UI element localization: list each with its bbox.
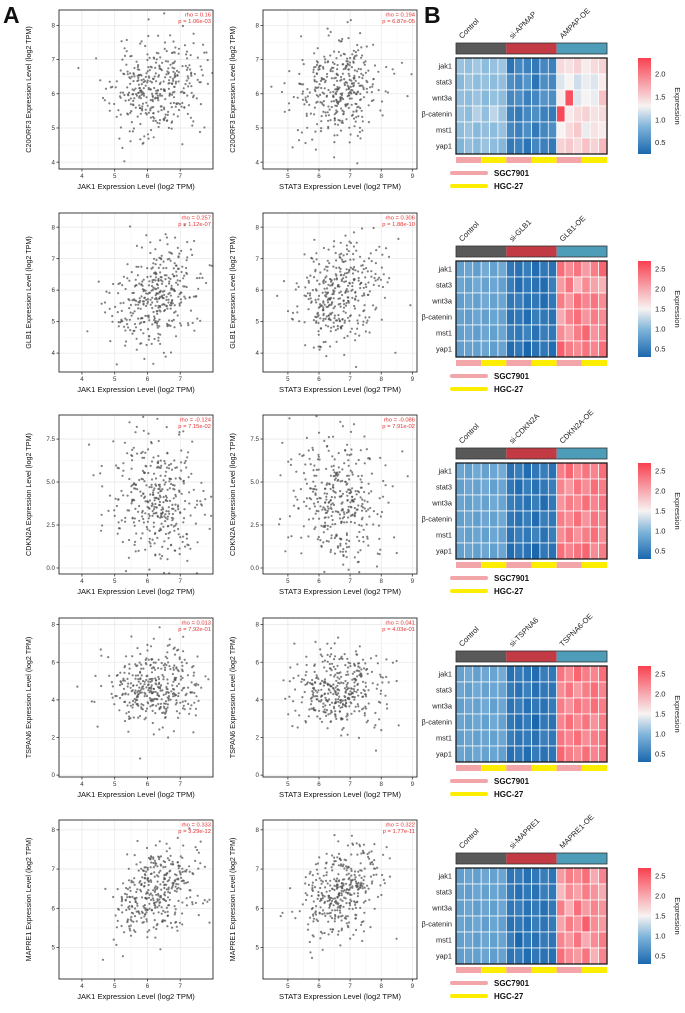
row-label-jak1: jak1 — [438, 466, 453, 476]
y-tick-label: 8 — [255, 223, 259, 231]
colorbar-tick-label: 0.5 — [654, 546, 666, 556]
x-tick-label: 9 — [410, 173, 415, 180]
x-tick-label: 9 — [410, 780, 415, 788]
scatter-C20ORF3-vs-JAK1 — [22, 0, 218, 200]
colorbar-tick-label: 1.0 — [654, 324, 666, 334]
y-tick-label: 0.0 — [250, 565, 259, 573]
x-tick-label: 9 — [410, 375, 415, 383]
y-tick-label: 0 — [51, 771, 55, 779]
row-label-β-catenin: β-catenin — [421, 717, 453, 727]
group-label-si-CDKN2A: si-CDKN2A — [507, 411, 542, 446]
row-label-mst1: mst1 — [436, 530, 453, 540]
y-tick-label: 0 — [255, 771, 259, 779]
group-label-GLB1-OE: GLB1-OE — [557, 213, 588, 244]
y-tick-label: 7 — [255, 255, 259, 263]
x-tick-label: 6 — [317, 983, 321, 991]
y-tick-label: 7 — [51, 56, 55, 64]
x-axis-label: STAT3 Expression Level (log2 TPM) — [279, 384, 401, 394]
heatmap-cells — [456, 58, 607, 154]
legend-label-SGC7901: SGC7901 — [494, 168, 530, 178]
colorbar-title: Expression — [672, 492, 682, 530]
x-axis-label: JAK1 Expression Level (log2 TPM) — [77, 992, 195, 1002]
row-label-jak1: jak1 — [438, 61, 453, 71]
x-tick-label: 7 — [348, 173, 352, 180]
cellline-annotation-bar — [456, 562, 607, 568]
row-label-β-catenin: β-catenin — [421, 919, 453, 929]
x-tick-label: 5 — [112, 983, 117, 991]
row-label-wnt3a: wnt3a — [432, 498, 453, 508]
legend-swatch-SGC7901 — [450, 779, 488, 783]
group-annotation-bar — [456, 246, 607, 257]
scatter-CDKN2A-vs-STAT3 — [226, 405, 422, 605]
x-axis-label: JAK1 Expression Level (log2 TPM) — [77, 587, 195, 597]
y-tick-label: 4 — [255, 159, 259, 167]
x-axis-label: STAT3 Expression Level (log2 TPM) — [279, 789, 401, 799]
scatter-GLB1-vs-JAK1 — [22, 203, 218, 403]
scatter-row-5 — [22, 810, 422, 1013]
y-tick-label: 2 — [255, 734, 259, 742]
colorbar — [638, 463, 651, 559]
y-tick-label: 5 — [255, 318, 259, 326]
legend-label-HGC-27: HGC-27 — [494, 789, 524, 799]
y-tick-label: 2.5 — [250, 522, 259, 530]
x-tick-label: 7 — [348, 780, 352, 788]
group-label-si-APMAP: si-APMAP — [507, 9, 539, 41]
rho-annotation: rho = 0.16 — [184, 12, 211, 19]
p-annotation: p = 7.91e-02 — [382, 424, 415, 431]
x-tick-label: 5 — [286, 983, 290, 991]
x-axis-label: JAK1 Expression Level (log2 TPM) — [77, 789, 195, 799]
y-axis-label: CDKN2A Expression Level (log2 TPM) — [228, 433, 237, 557]
y-tick-label: 7 — [51, 866, 55, 874]
y-tick-label: 5.0 — [46, 479, 55, 487]
y-tick-label: 8 — [51, 22, 55, 30]
legend-label-HGC-27: HGC-27 — [494, 587, 524, 597]
legend-swatch-HGC-27 — [450, 387, 488, 391]
y-tick-label: 8 — [255, 22, 259, 30]
colorbar-tick-label: 2.5 — [654, 669, 666, 679]
group-label-Control: Control — [457, 219, 481, 244]
colorbar-tick-label: 1.5 — [654, 304, 666, 314]
x-tick-label: 7 — [178, 983, 182, 991]
x-axis-label: STAT3 Expression Level (log2 TPM) — [279, 587, 401, 597]
y-tick-label: 7 — [51, 255, 55, 263]
y-tick-label: 5 — [51, 318, 55, 326]
x-tick-label: 8 — [379, 375, 383, 383]
x-tick-label: 7 — [348, 578, 352, 586]
x-tick-label: 4 — [80, 780, 84, 788]
legend-label-HGC-27: HGC-27 — [494, 384, 524, 394]
rho-annotation: rho = 0.194 — [385, 12, 415, 19]
x-tick-label: 7 — [348, 375, 352, 383]
x-tick-label: 5 — [112, 173, 117, 180]
legend-label-HGC-27: HGC-27 — [494, 181, 524, 191]
group-label-TSPNA6-OE: TSPNA6-OE — [557, 611, 595, 649]
scatter-TSPAN6-vs-JAK1 — [22, 608, 218, 808]
x-tick-label: 6 — [317, 375, 321, 383]
p-annotation: p = 7.92e-01 — [178, 626, 211, 633]
x-tick-label: 6 — [317, 173, 321, 180]
cellline-annotation-bar — [456, 157, 607, 163]
legend-label-SGC7901: SGC7901 — [494, 979, 530, 989]
y-tick-label: 6 — [255, 90, 259, 98]
y-tick-label: 5.0 — [250, 479, 259, 487]
p-annotation: p = 1.77e-11 — [382, 829, 415, 836]
scatter-row-1 — [22, 0, 422, 203]
row-label-stat3: stat3 — [436, 482, 453, 492]
row-label-wnt3a: wnt3a — [432, 296, 453, 306]
colorbar — [638, 58, 651, 154]
x-tick-label: 5 — [112, 578, 117, 586]
row-label-jak1: jak1 — [438, 871, 453, 881]
x-tick-label: 5 — [286, 375, 290, 383]
row-label-yap1: yap1 — [436, 344, 453, 354]
x-tick-label: 8 — [379, 983, 383, 991]
row-label-β-catenin: β-catenin — [421, 514, 453, 524]
legend-swatch-HGC-27 — [450, 994, 488, 998]
cellline-annotation-bar — [456, 360, 607, 366]
colorbar-tick-label: 1.0 — [654, 729, 666, 739]
y-tick-label: 4 — [255, 696, 259, 704]
rho-annotation: rho = 0.322 — [385, 822, 415, 829]
x-tick-label: 4 — [80, 375, 84, 383]
y-axis-label: C20ORF3 Expression Level (log2 TPM) — [228, 26, 237, 153]
group-label-Control: Control — [457, 421, 481, 446]
colorbar-tick-label: 0.5 — [654, 749, 666, 759]
scatter-MAPRE1-vs-JAK1 — [22, 810, 218, 1010]
row-label-mst1: mst1 — [436, 935, 453, 945]
y-tick-label: 2.5 — [46, 522, 55, 530]
row-label-mst1: mst1 — [436, 125, 453, 135]
y-tick-label: 5 — [255, 945, 259, 953]
x-tick-label: 6 — [317, 578, 321, 586]
row-label-yap1: yap1 — [436, 951, 453, 961]
group-annotation-bar — [456, 448, 607, 459]
legend-swatch-SGC7901 — [450, 981, 488, 985]
y-tick-label: 4 — [51, 696, 55, 704]
group-label-Control: Control — [457, 827, 481, 851]
panel-a-scatter-grid — [22, 0, 422, 1013]
x-tick-label: 9 — [410, 983, 415, 991]
p-annotation: p = 7.15e-02 — [178, 424, 211, 431]
p-annotation: p = 3.29e-12 — [178, 829, 211, 836]
row-label-yap1: yap1 — [436, 141, 453, 151]
colorbar-tick-label: 1.5 — [654, 92, 666, 102]
x-tick-label: 6 — [145, 983, 150, 991]
y-axis-label: TSPAN6 Expression Level (log2 TPM) — [228, 636, 237, 759]
scatter-row-3 — [22, 405, 422, 608]
p-annotation: p = 1.06e-03 — [178, 19, 211, 25]
p-annotation: p = 1.88e-10 — [382, 221, 415, 228]
y-tick-label: 5 — [51, 125, 55, 133]
legend-swatch-HGC-27 — [450, 589, 488, 593]
colorbar-tick-label: 2.5 — [654, 264, 666, 274]
x-tick-label: 8 — [379, 780, 383, 788]
x-tick-label: 7 — [178, 578, 182, 586]
legend-label-HGC-27: HGC-27 — [494, 992, 524, 1002]
scatter-row-4 — [22, 608, 422, 811]
y-tick-label: 4 — [51, 349, 55, 357]
group-label-AMPAP-OE: AMPAP-OE — [557, 6, 592, 41]
y-tick-label: 6 — [51, 659, 55, 667]
panel-b-heatmap-column — [420, 1, 685, 1013]
x-tick-label: 6 — [145, 173, 150, 180]
x-tick-label: 6 — [317, 780, 321, 788]
row-label-yap1: yap1 — [436, 546, 453, 556]
x-tick-label: 7 — [178, 375, 182, 383]
rho-annotation: rho = 0.333 — [181, 822, 211, 829]
x-tick-label: 5 — [286, 173, 290, 180]
row-label-mst1: mst1 — [436, 733, 453, 743]
colorbar-tick-label: 1.0 — [654, 931, 666, 941]
legend-swatch-SGC7901 — [450, 374, 488, 378]
colorbar — [638, 261, 651, 357]
y-tick-label: 8 — [51, 223, 55, 231]
y-tick-label: 5 — [255, 125, 259, 133]
row-label-yap1: yap1 — [436, 749, 453, 759]
y-tick-label: 8 — [51, 621, 55, 629]
colorbar-tick-label: 0.5 — [654, 138, 666, 148]
x-axis-label: JAK1 Expression Level (log2 TPM) — [77, 384, 195, 394]
scatter-TSPAN6-vs-STAT3 — [226, 608, 422, 808]
legend-swatch-SGC7901 — [450, 171, 488, 175]
y-axis-label: CDKN2A Expression Level (log2 TPM) — [24, 433, 33, 557]
scatter-GLB1-vs-STAT3 — [226, 203, 422, 403]
row-label-β-catenin: β-catenin — [421, 312, 453, 322]
scatter-MAPRE1-vs-STAT3 — [226, 810, 422, 1010]
group-annotation-bar — [456, 651, 607, 662]
x-tick-label: 7 — [178, 173, 182, 180]
p-annotation: p = 6.87e-05 — [382, 19, 415, 25]
y-axis-label: MAPRE1 Expression Level (log2 TPM) — [24, 838, 33, 962]
y-axis-label: MAPRE1 Expression Level (log2 TPM) — [228, 838, 237, 962]
row-label-wnt3a: wnt3a — [432, 93, 453, 103]
group-label-CDKN2A-OE: CDKN2A-OE — [557, 407, 596, 446]
group-label-MAPRE1-OE: MAPRE1-OE — [557, 812, 596, 851]
group-label-Control: Control — [457, 624, 481, 649]
x-tick-label: 9 — [410, 578, 415, 586]
y-axis-label: C20ORF3 Expression Level (log2 TPM) — [24, 26, 33, 153]
heatmap-cells — [456, 666, 607, 762]
colorbar-title: Expression — [672, 289, 682, 328]
group-label-si-MAPRE1: si-MAPRE1 — [507, 816, 542, 851]
row-label-wnt3a: wnt3a — [432, 701, 453, 711]
heatmap-APMAP — [420, 1, 685, 204]
cellline-annotation-bar — [456, 967, 607, 973]
x-tick-label: 5 — [112, 780, 117, 788]
y-axis-label: TSPAN6 Expression Level (log2 TPM) — [24, 636, 33, 759]
colorbar-tick-label: 2.0 — [654, 891, 666, 901]
group-label-si-GLB1: si-GLB1 — [507, 217, 534, 244]
x-tick-label: 5 — [286, 578, 290, 586]
y-tick-label: 8 — [255, 621, 259, 629]
legend-label-SGC7901: SGC7901 — [494, 371, 530, 381]
row-label-stat3: stat3 — [436, 685, 453, 695]
x-axis-label: STAT3 Expression Level (log2 TPM) — [279, 992, 401, 1002]
heatmap-cells — [456, 463, 607, 559]
rho-annotation: rho = 0.306 — [385, 215, 415, 222]
rho-annotation: rho = 0.041 — [385, 620, 415, 627]
row-label-stat3: stat3 — [436, 887, 453, 897]
scatter-CDKN2A-vs-JAK1 — [22, 405, 218, 605]
colorbar-title: Expression — [672, 897, 682, 936]
row-label-jak1: jak1 — [438, 264, 453, 274]
legend-swatch-HGC-27 — [450, 184, 488, 188]
x-tick-label: 7 — [348, 983, 352, 991]
p-annotation: p = 1.12e-07 — [178, 221, 211, 228]
scatter-row-2 — [22, 203, 422, 406]
y-tick-label: 8 — [51, 827, 55, 835]
colorbar-tick-label: 1.0 — [654, 526, 666, 536]
row-label-mst1: mst1 — [436, 328, 453, 338]
colorbar — [638, 868, 651, 964]
y-tick-label: 4 — [51, 159, 55, 167]
x-tick-label: 6 — [145, 578, 150, 586]
y-tick-label: 7.5 — [250, 436, 259, 444]
y-tick-label: 5 — [51, 945, 55, 953]
group-annotation-bar — [456, 43, 607, 54]
group-label-Control: Control — [457, 16, 481, 41]
scatter-C20ORF3-vs-STAT3 — [226, 0, 422, 200]
x-axis-label: STAT3 Expression Level (log2 TPM) — [279, 182, 401, 191]
x-tick-label: 4 — [80, 173, 84, 180]
rho-annotation: rho = -0.086 — [383, 417, 415, 424]
x-tick-label: 5 — [112, 375, 117, 383]
colorbar-title: Expression — [672, 87, 682, 125]
panel-a-label: A — [3, 2, 20, 28]
y-tick-label: 7 — [255, 56, 259, 64]
colorbar-tick-label: 0.5 — [654, 344, 666, 354]
x-tick-label: 7 — [178, 780, 182, 788]
x-tick-label: 8 — [379, 173, 383, 180]
heatmap-cells — [456, 868, 607, 964]
y-tick-label: 6 — [255, 286, 259, 294]
colorbar — [638, 666, 651, 762]
x-axis-label: JAK1 Expression Level (log2 TPM) — [77, 182, 195, 191]
legend-label-SGC7901: SGC7901 — [494, 574, 530, 584]
group-annotation-bar — [456, 853, 607, 864]
colorbar-tick-label: 2.5 — [654, 871, 666, 881]
x-tick-label: 6 — [145, 780, 150, 788]
y-tick-label: 8 — [255, 827, 259, 835]
x-tick-label: 4 — [80, 578, 84, 586]
y-tick-label: 7.5 — [46, 436, 55, 444]
x-tick-label: 6 — [145, 375, 150, 383]
colorbar-title: Expression — [672, 695, 682, 733]
y-tick-label: 7 — [255, 866, 259, 874]
y-axis-label: GLB1 Expression Level (log2 TPM) — [228, 235, 237, 349]
heatmap-GLB1 — [420, 204, 685, 407]
colorbar-tick-label: 2.0 — [654, 69, 666, 79]
row-label-jak1: jak1 — [438, 669, 453, 679]
legend-swatch-SGC7901 — [450, 576, 488, 580]
colorbar-tick-label: 1.5 — [654, 911, 666, 921]
rho-annotation: rho = 0.013 — [181, 620, 211, 627]
colorbar-tick-label: 1.0 — [654, 115, 666, 125]
group-label-si-TSPNA6: si-TSPNA6 — [507, 615, 541, 649]
p-annotation: p = 4.03e-01 — [382, 626, 415, 633]
row-label-wnt3a: wnt3a — [432, 903, 453, 913]
x-tick-label: 4 — [80, 983, 84, 991]
colorbar-tick-label: 2.0 — [654, 689, 666, 699]
x-tick-label: 5 — [286, 780, 290, 788]
colorbar-tick-label: 2.0 — [654, 284, 666, 294]
y-tick-label: 6 — [51, 286, 55, 294]
colorbar-tick-label: 1.5 — [654, 506, 666, 516]
row-label-stat3: stat3 — [436, 280, 453, 290]
legend-label-SGC7901: SGC7901 — [494, 776, 530, 786]
y-tick-label: 6 — [255, 905, 259, 913]
heatmap-CDKN2A — [420, 406, 685, 609]
row-label-β-catenin: β-catenin — [421, 109, 453, 119]
colorbar-tick-label: 2.0 — [654, 486, 666, 496]
rho-annotation: rho = 0.257 — [181, 215, 211, 222]
y-tick-label: 6 — [255, 659, 259, 667]
heatmap-MAPRE1 — [420, 811, 685, 1013]
heatmap-cells — [456, 261, 607, 357]
y-tick-label: 6 — [51, 90, 55, 98]
rho-annotation: rho = -0.124 — [179, 417, 211, 424]
colorbar-tick-label: 2.5 — [654, 466, 666, 476]
heatmap-TSPAN6 — [420, 609, 685, 812]
panel-b-label: B — [424, 2, 441, 28]
y-tick-label: 4 — [255, 349, 259, 357]
cellline-annotation-bar — [456, 765, 607, 771]
colorbar-tick-label: 0.5 — [654, 951, 666, 961]
y-tick-label: 6 — [51, 905, 55, 913]
colorbar-tick-label: 1.5 — [654, 709, 666, 719]
x-tick-label: 8 — [379, 578, 383, 586]
row-label-stat3: stat3 — [436, 77, 453, 87]
y-tick-label: 0.0 — [46, 565, 55, 573]
legend-swatch-HGC-27 — [450, 792, 488, 796]
y-tick-label: 2 — [51, 734, 55, 742]
y-axis-label: GLB1 Expression Level (log2 TPM) — [24, 235, 33, 349]
